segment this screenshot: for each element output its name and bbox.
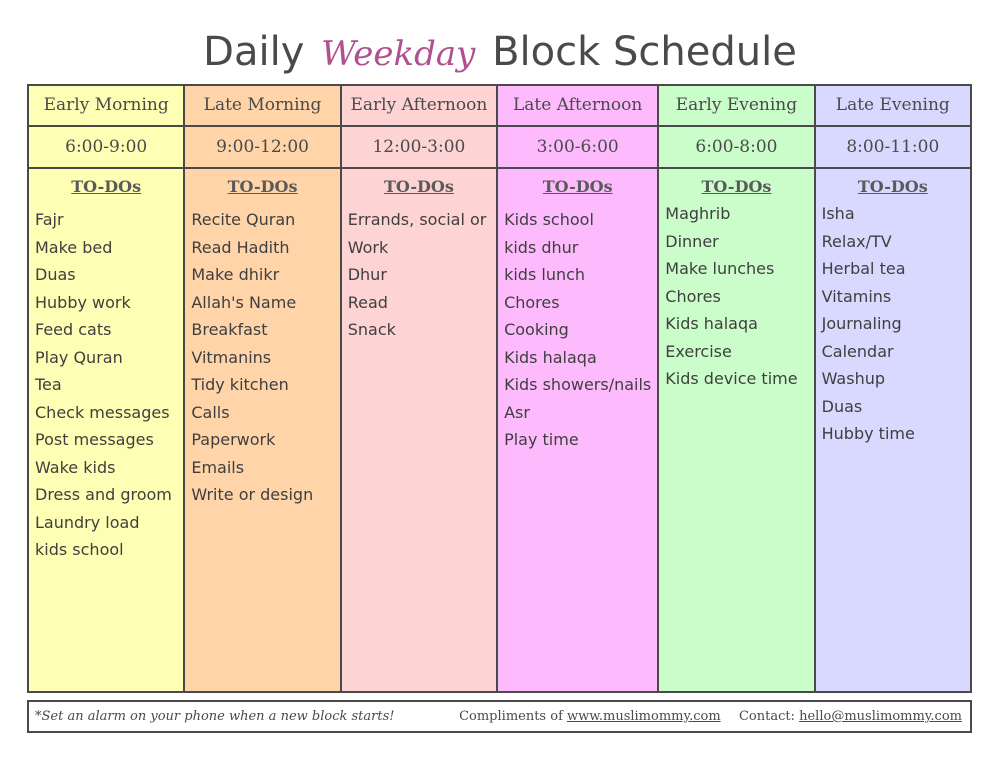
todo-section bbox=[29, 169, 183, 691]
task-item: Relax/TV bbox=[821, 231, 892, 251]
task-item: Duas bbox=[35, 265, 76, 284]
task-item: Asr bbox=[504, 402, 530, 422]
task-item: Tidy kitchen bbox=[191, 375, 289, 394]
task-item: Feed cats bbox=[35, 320, 112, 339]
task-item: Vitmanins bbox=[191, 347, 272, 367]
task-item: Calls bbox=[191, 402, 230, 422]
todo-section bbox=[185, 169, 339, 691]
task-item: Chores bbox=[504, 292, 560, 312]
alarm-note: *Set an alarm on your phone when a new block starts! bbox=[35, 709, 395, 724]
task-item: Exercise bbox=[665, 341, 732, 361]
todo-section bbox=[659, 169, 813, 691]
task-item: Washup bbox=[821, 369, 885, 388]
column-late-evening bbox=[816, 86, 970, 691]
title-part-daily: Daily bbox=[203, 29, 305, 75]
task-item: Snack bbox=[347, 320, 396, 339]
task-item: Make dhikr bbox=[191, 265, 280, 284]
schedule-grid bbox=[27, 84, 972, 693]
block-name: Early Morning bbox=[29, 86, 183, 127]
block-name: Early Afternoon bbox=[342, 86, 496, 127]
task-item: Read bbox=[347, 292, 388, 312]
task-item: Check messages bbox=[35, 402, 170, 422]
block-time: 6:00-9:00 bbox=[29, 127, 183, 169]
block-time: 6:00-8:00 bbox=[659, 127, 813, 169]
task-item: Fajr bbox=[35, 210, 64, 229]
task-item: Isha bbox=[821, 204, 855, 223]
task-list bbox=[348, 206, 490, 344]
task-item: Duas bbox=[821, 396, 863, 416]
todo-heading: TO-DOs bbox=[701, 177, 772, 196]
task-item: kids lunch bbox=[504, 265, 586, 284]
todo-section bbox=[342, 169, 496, 691]
block-time: 9:00-12:00 bbox=[185, 127, 339, 169]
todo-heading: TO-DOs bbox=[542, 177, 613, 196]
task-item: Wake kids bbox=[35, 457, 116, 477]
website-link[interactable]: www.muslimommy.com bbox=[567, 709, 721, 724]
footer-credits bbox=[459, 702, 962, 731]
task-item: Herbal tea bbox=[821, 259, 906, 278]
block-name: Late Afternoon bbox=[498, 86, 657, 127]
todo-heading: TO-DOs bbox=[857, 177, 928, 196]
task-item: Journaling bbox=[821, 314, 902, 333]
task-list bbox=[665, 200, 807, 393]
contact-label: Contact: bbox=[738, 709, 795, 724]
task-item: Cooking bbox=[504, 320, 569, 339]
task-item: Calendar bbox=[821, 341, 894, 361]
task-item: Play time bbox=[504, 430, 579, 449]
todo-heading: TO-DOs bbox=[383, 177, 454, 196]
task-item: Recite Quran bbox=[191, 210, 296, 229]
task-item: Dinner bbox=[665, 231, 719, 251]
title-part-block-schedule: Block Schedule bbox=[492, 29, 797, 75]
todo-heading: TO-DOs bbox=[71, 177, 142, 196]
task-item: Hubby time bbox=[821, 424, 915, 443]
block-name: Early Evening bbox=[659, 86, 813, 127]
task-item: Tea bbox=[35, 375, 62, 394]
column-late-afternoon bbox=[498, 86, 659, 691]
task-item: Dhur bbox=[347, 265, 387, 284]
title-accent-weekday: Weekday bbox=[321, 34, 476, 74]
task-item: Hubby work bbox=[35, 292, 131, 312]
footer-bar bbox=[27, 700, 972, 733]
task-item: Kids halaqa bbox=[665, 314, 758, 333]
task-item: Make bed bbox=[35, 237, 113, 257]
task-item: Emails bbox=[191, 457, 245, 477]
task-item: Work bbox=[347, 237, 389, 257]
task-item: Breakfast bbox=[191, 320, 268, 339]
email-link[interactable]: hello@muslimommy.com bbox=[799, 709, 962, 724]
task-item: Allah's Name bbox=[191, 292, 297, 312]
task-item: Read Hadith bbox=[191, 237, 290, 257]
column-early-afternoon bbox=[342, 86, 498, 691]
task-item: Errands, social or bbox=[347, 210, 487, 229]
task-item: Kids device time bbox=[665, 369, 798, 388]
task-item: Laundry load bbox=[35, 512, 140, 532]
task-list bbox=[504, 206, 651, 454]
task-item: Paperwork bbox=[191, 430, 276, 449]
task-list bbox=[35, 206, 177, 564]
task-item: Kids school bbox=[504, 210, 594, 229]
task-item: Make lunches bbox=[665, 259, 775, 278]
block-time: 3:00-6:00 bbox=[498, 127, 657, 169]
task-list bbox=[191, 206, 333, 509]
task-item: Play Quran bbox=[35, 347, 123, 367]
task-item: Chores bbox=[665, 286, 721, 306]
block-time: 12:00-3:00 bbox=[342, 127, 496, 169]
task-item: Write or design bbox=[191, 485, 314, 504]
task-item: Post messages bbox=[35, 430, 154, 449]
column-early-evening bbox=[659, 86, 815, 691]
todo-section bbox=[498, 169, 657, 691]
page-title bbox=[0, 26, 1000, 80]
todo-heading: TO-DOs bbox=[227, 177, 298, 196]
block-name: Late Morning bbox=[185, 86, 339, 127]
task-item: Vitamins bbox=[821, 286, 892, 306]
block-name: Late Evening bbox=[816, 86, 970, 127]
task-item: kids dhur bbox=[504, 237, 579, 257]
task-item: kids school bbox=[35, 540, 124, 559]
compliments-label: Compliments of bbox=[459, 709, 563, 724]
todo-section bbox=[816, 169, 970, 691]
task-list bbox=[822, 200, 964, 448]
task-item: Dress and groom bbox=[35, 485, 172, 504]
task-item: Kids halaqa bbox=[504, 347, 597, 367]
task-item: Kids showers/nails bbox=[504, 375, 652, 394]
task-item: Maghrib bbox=[665, 204, 731, 223]
column-late-morning bbox=[185, 86, 341, 691]
column-early-morning bbox=[29, 86, 185, 691]
block-time: 8:00-11:00 bbox=[816, 127, 970, 169]
